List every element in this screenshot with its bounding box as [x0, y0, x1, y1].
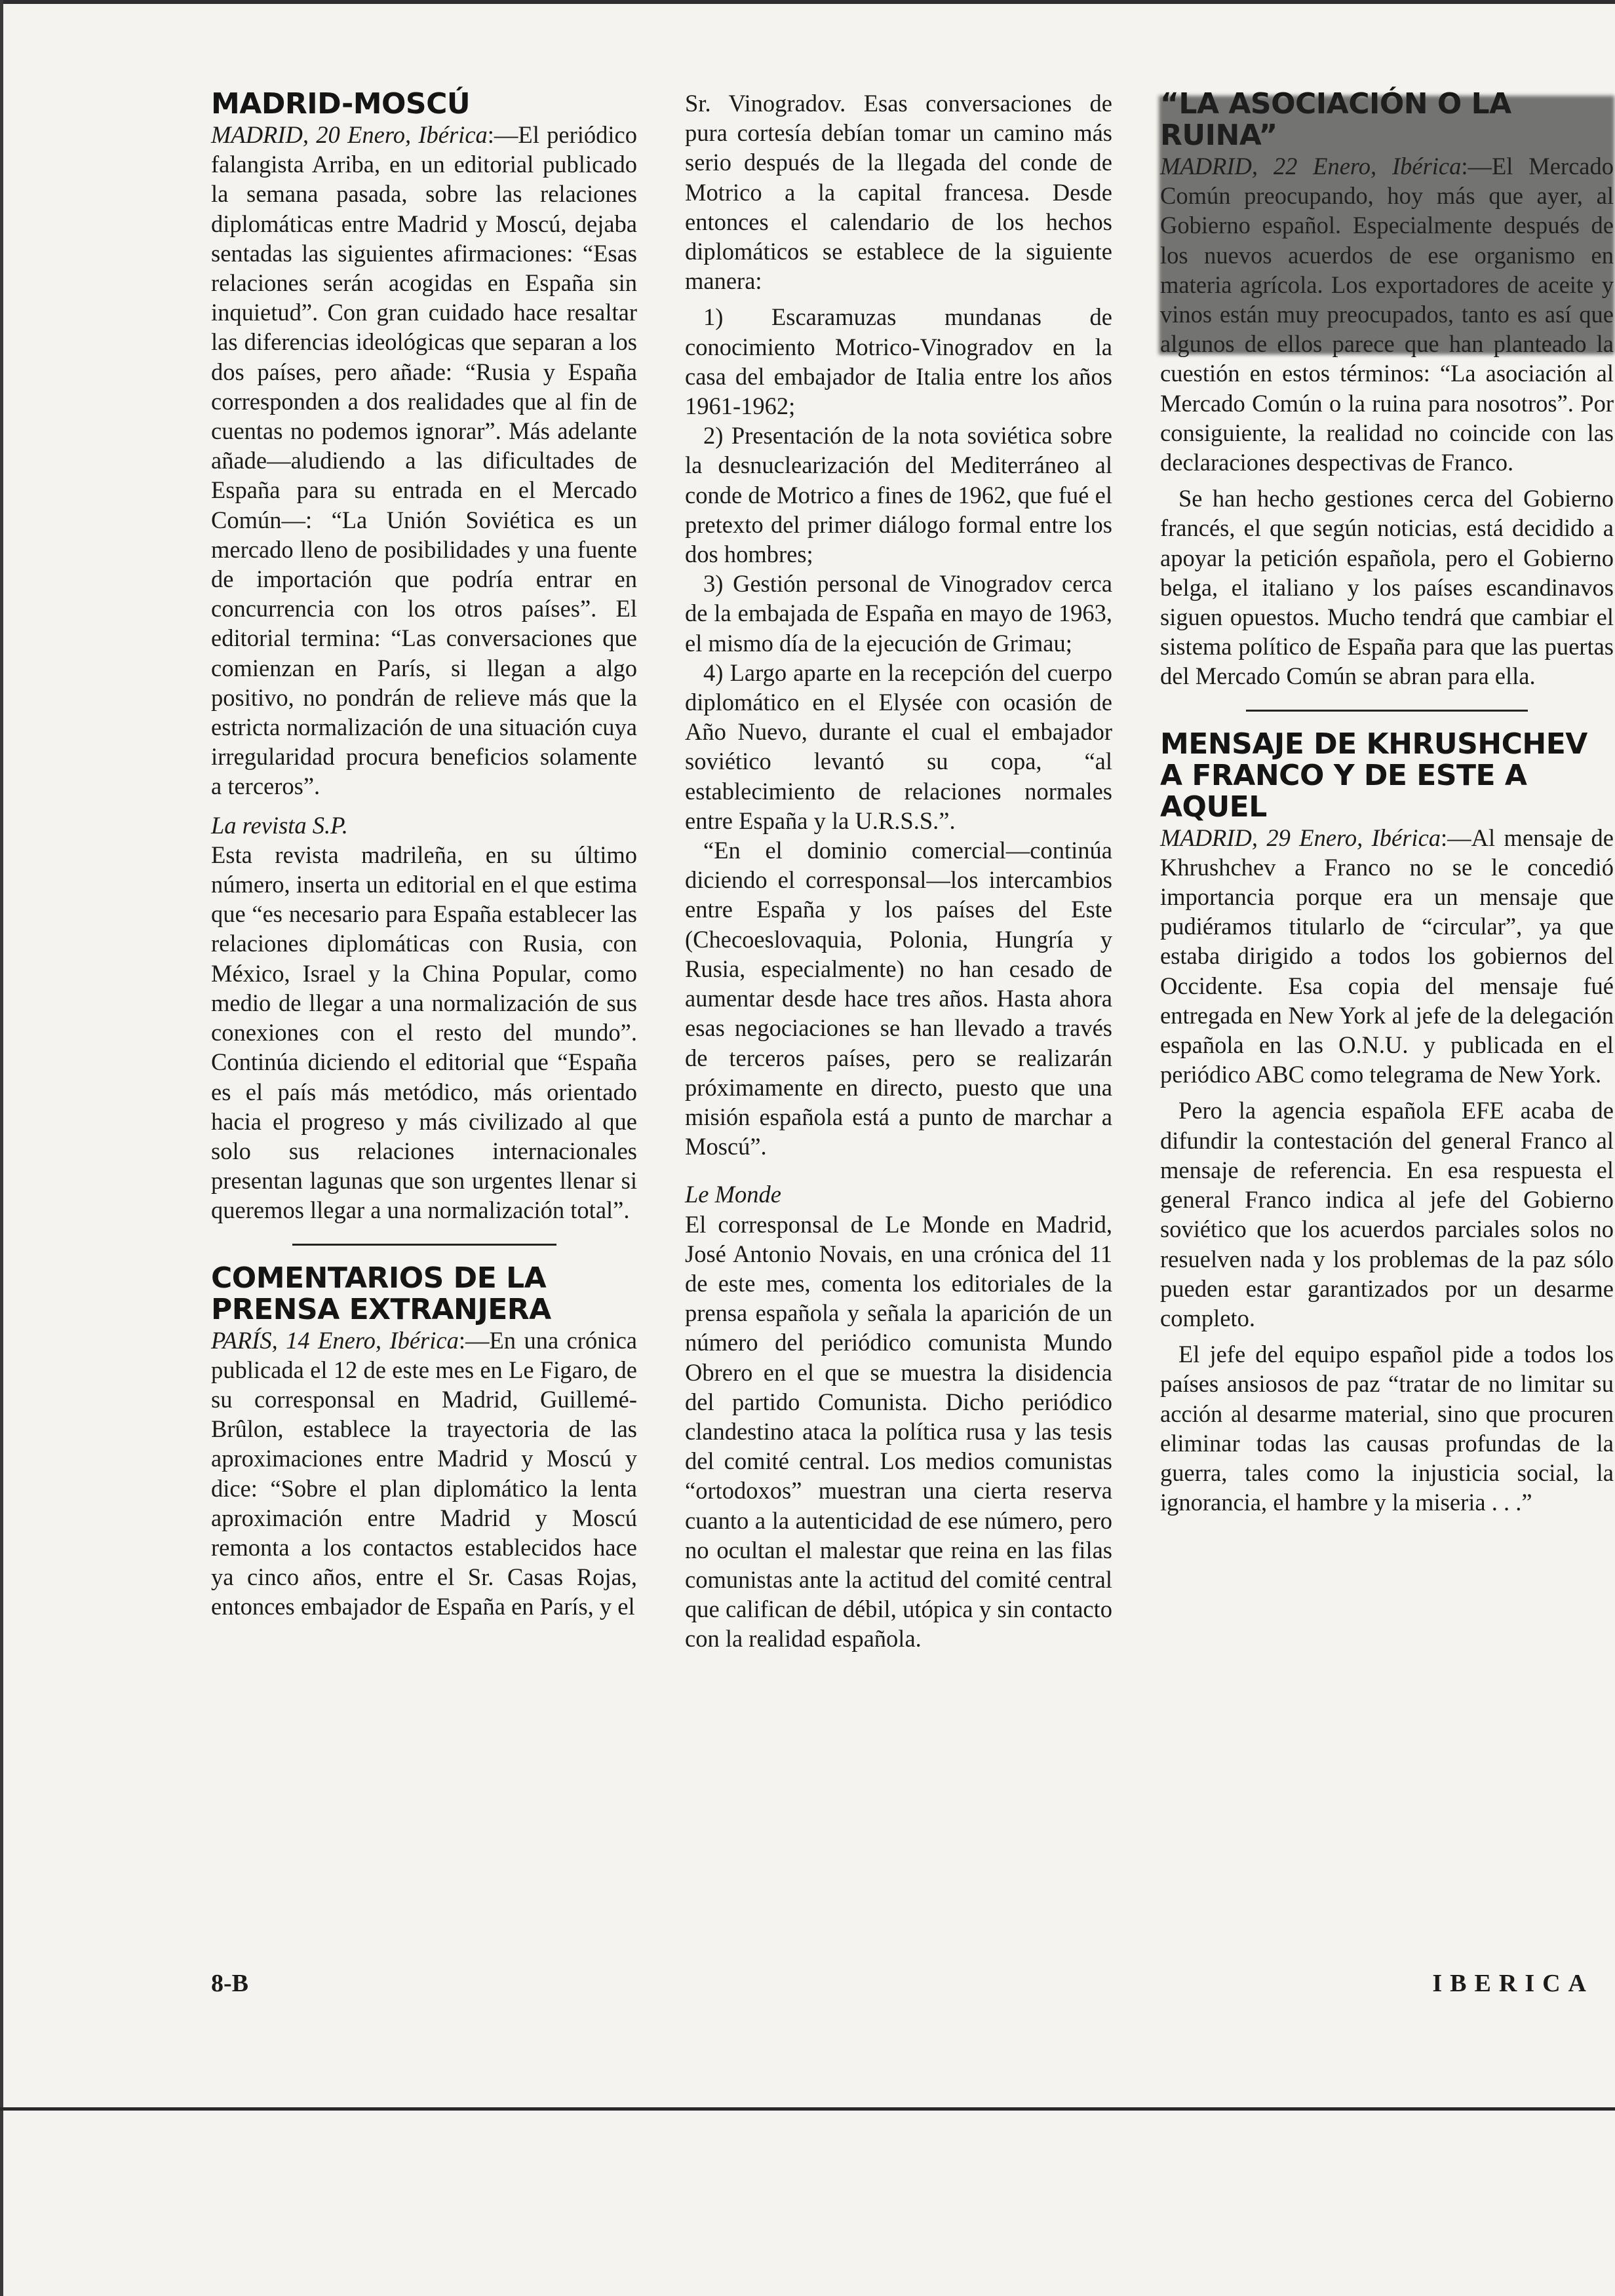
column-2 [685, 88, 1112, 1654]
article-text: “En el dominio comercial—continúa diciendo el corresponsal—los intercambios entre España y los países del Este (Checoeslovaquia, Polonia, Hungría y Rusia, especialmente) no han cesado de aumentar desde hace tres años. Hasta ahora esas negociaciones se han llevado a través de terceros países, pero se realizarán próximamente en directo, puesto que una misión española está a punto de marchar a Moscú”. [685, 837, 1112, 1160]
page-number: 8-B [211, 1970, 248, 1997]
page-left-edge [0, 0, 3, 2296]
headline-mensaje-khrushchev: MENSAJE DE KHRUSHCHEV A FRANCO Y DE ESTE A AQUEL [1160, 727, 1587, 824]
article-text: cuestión en estos términos: “La asociación al Mercado Común o la ruina para nosotros”. Por consiguiente, la realidad no coincide con las declaraciones despectivas de Franco. [1160, 360, 1614, 476]
dateline: MADRID, 29 Enero, Ibérica [1160, 824, 1441, 851]
article-text: :—Al mensaje de Khrushchev a Franco no se le concedió importancia porque era un mensaje que pudiéramos titularlo de “circular”, ya que estaba dirigido a todos los gobiernos del Occidente. Esa copia del mensaje fué entregada en New York al jefe de la delegación española en las O.N.U. y publicada en el periódico ABC como telegrama de New York. [1160, 824, 1614, 1088]
column-1 [211, 88, 637, 1622]
article-text: :—En una crónica publicada el 12 de este mes en Le Figaro, de su corresponsal en Madrid, Guillemé-Brûlon, establece la trayectoria de las aproximaciones entre Madrid y Moscú y dice: “Sobre el plan diplomático la lenta aproximación entre Madrid y Moscú remonta a los contactos establecidos hace ya cinco años, entre el Sr. Casas Rojas, entonces embajador de España en París, y el [211, 1326, 637, 1620]
dateline: PARÍS, 14 Enero, Ibérica [211, 1326, 459, 1354]
list-item: 2) Presentación de la nota soviética sobre la desnuclearización del Mediterráneo al conde de Motrico a fines de 1962, que fué el pretexto del primer diálogo formal entre los dos hombres; [685, 422, 1112, 568]
dateline: MADRID, 20 Enero, Ibérica [211, 121, 488, 148]
list-item: 4) Largo aparte en la recepción del cuerpo diplomático en el Elysée con ocasión de Año Nuevo, durante el cual el embajador soviético levantó su copa, “al establecimiento de relaciones normales entre España y la U.R.S.S.”. [685, 659, 1112, 834]
subheading-le-monde: Le Monde [685, 1181, 781, 1208]
page-bottom-edge [0, 2107, 1615, 2111]
section-divider [1246, 710, 1527, 712]
page-top-edge [0, 0, 1615, 4]
article-text: :—El periódico falangista Arriba, en un editorial publicado la semana pasada, sobre las relaciones diplomáticas entre Madrid y Moscú, dejaba sentadas las siguientes afirmaciones: “Esas relaciones serán acogidas en España sin inquietud”. Con gran cuidado hace resaltar las diferencias ideológicas que separan a los dos países, pero añade: “Rusia y España corresponden a dos realidades que al fin de cuentas no podemos ignorar”. Más adelante añade—aludiendo a las dificultades de España para su entrada en el Mercado Común—: “La Unión Soviética es un mercado lleno de posibilidades y una fuente de importación que podría entrar en concurrencia con los otros países”. El editorial termina: “Las conversaciones que comienzan en París, si llegan a algo positivo, no pondrán de relieve más que la estricta normalización de una situación cuya irregularidad procura beneficios solamente a terceros”. [211, 121, 637, 800]
headline-madrid-moscu: MADRID-MOSCÚ [211, 87, 471, 121]
article-text: Pero la agencia española EFE acaba de difundir la contestación del general Franco al mensaje de referencia. En esa respuesta el general Franco indica al jefe del Gobierno soviético que los acuerdos parciales solos no resuelven nada y los problemas de la paz sólo pueden estar garantizados por un desarme completo. [1160, 1097, 1614, 1331]
article-body [211, 120, 637, 801]
ink-smudge [1159, 96, 1614, 354]
article-body [211, 1326, 637, 1622]
headline-comentarios: COMENTARIOS DE LA PRENSA EXTRANJERA [211, 1261, 551, 1326]
article-text: El corresponsal de Le Monde en Madrid, José Antonio Novais, en una crónica del 11 de este mes, comenta los editoriales de la prensa española y señala la aparición de un número del periódico comunista Mundo Obrero en el que se muestra la disidencia del partido Comunista. Dicho periódico clandestino ataca la política rusa y las tesis del comité central. Los medios comunistas “ortodoxos” muestran una cierta reserva cuanto a la autenticidad de ese número, pero no ocultan el malestar que reina en las filas comunistas ante la actitud del comité central que califican de débil, utópica y sin contacto con la realidad española. [685, 1210, 1112, 1653]
article-text: Sr. Vinogradov. Esas conversaciones de pura cortesía debían tomar un camino más serio después de la llegada del conde de Motrico a la capital francesa. Desde entonces el calendario de los hechos diplomáticos se establece de la siguiente manera: [685, 90, 1112, 295]
list-item: 1) Escaramuzas mundanas de conocimiento Motrico-Vinogradov en la casa del embajador de Italia entre los años 1961-1962; [685, 303, 1112, 420]
article-text: Se han hecho gestiones cerca del Gobierno francés, el que según noticias, está decidido a apoyar la petición española, pero el Gobierno belga, el italiano y los países escandinavos siguen opuestos. Mucho tendrá que cambiar el sistema político de España para que las puertas del Mercado Común se abran para ella. [1160, 485, 1614, 690]
list-item: 3) Gestión personal de Vinogradov cerca de la embajada de España en mayo de 1963, el mismo día de la ejecución de Grimau; [685, 570, 1112, 657]
running-head: IBERICA [1432, 1970, 1594, 1997]
section-divider [292, 1244, 556, 1246]
article-text: El jefe del equipo español pide a todos los países ansiosos de paz “tratar de no limitar su acción al desarme material, sino que procuren eliminar todas las causas profundas de la guerra, tales como la injusticia social, la ignorancia, el hambre y la miseria . . .” [1160, 1341, 1614, 1516]
article-body [1160, 823, 1614, 1090]
article-text: Esta revista madrileña, en su último número, inserta un editorial en el que estima que “es necesario para España establecer las relaciones diplomáticas con Rusia, con México, Israel y la China Popular, como medio de llegar a una normalización de sus conexiones con el resto del mundo”. Continúa diciendo el editorial que “España es el país más metódico, más orientado hacia el progreso y más civilizado al que solo sus relaciones internacionales presentan lagunas que son urgentes llenar si queremos llegar a una normalización total”. [211, 841, 637, 1224]
subheading-revista-sp: La revista S.P. [211, 811, 348, 839]
